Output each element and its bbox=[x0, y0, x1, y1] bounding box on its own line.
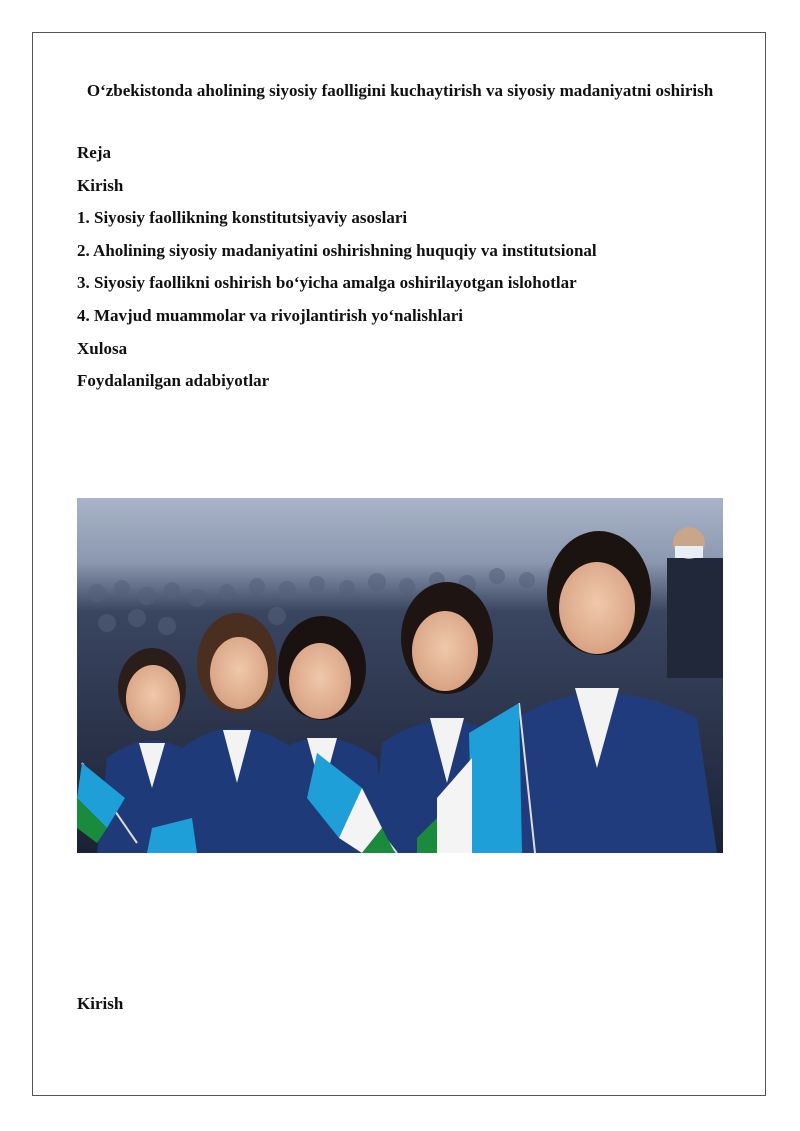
section-heading-kirish: Kirish bbox=[77, 994, 124, 1013]
group-photo bbox=[77, 498, 723, 853]
toc-item-4: 4. Mavjud muammolar va rivojlantirish yo‘nalishlari bbox=[77, 305, 463, 325]
document-title: O‘zbekistonda aholining siyosiy faolligini kuchaytirish va siyosiy madaniyatni oshirish bbox=[86, 81, 714, 100]
group-photo-illustration bbox=[77, 498, 723, 853]
toc-item-2: 2. Aholining siyosiy madaniyatini oshirishning huquqiy va institutsional bbox=[77, 240, 597, 260]
toc-item-adabiyotlar: Foydalanilgan adabiyotlar bbox=[77, 371, 270, 391]
document-page bbox=[32, 32, 766, 1096]
table-of-contents bbox=[77, 137, 597, 398]
toc-item-1: 1. Siyosiy faollikning konstitutsiyaviy asoslari bbox=[77, 208, 408, 228]
toc-item-3: 3. Siyosiy faollikni oshirish bo‘yicha amalga oshirilayotgan islohotlar bbox=[77, 273, 577, 293]
toc-item-xulosa: Xulosa bbox=[77, 338, 128, 358]
toc-item-reja: Reja bbox=[77, 143, 111, 162]
toc-item-kirish: Kirish bbox=[77, 175, 124, 195]
